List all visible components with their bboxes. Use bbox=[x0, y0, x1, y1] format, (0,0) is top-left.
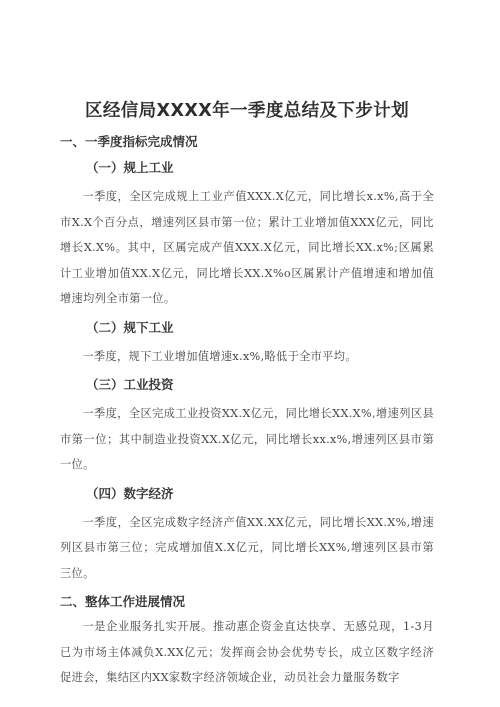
paragraph-industry: 一季度，全区完成规上工业产值XXX.X亿元，同比增长x.x%,高于全市X.X个百分点，增速列区县市第一位；累计工业增加值XXX亿元，同比增长X.X%。其中，区属完成产值XXX.X亿元，同比增长XX.x%;区属累计工业增加值XX.X亿元，同比增长XX.X%o区属累计产值增速和增加值增速均列全市第一位。 bbox=[60, 190, 434, 305]
paragraph-digital-economy: 一季度，全区完成数字经济产值XX.XX亿元，同比增长XX.X%,增速列区县市第三位；完成增加值X.X亿元，同比增长XX%,增速列区县市第三位。 bbox=[60, 515, 434, 580]
paragraph-progress: 一是企业服务扎实开展。推动惠企资金直达快享、无感兑现，1-3月已为市场主体减负X.XX亿元；发挥商会协会优势专长，成立区数字经济促进会，集结区内XX家数字经济领域企业，动员社会力量服务数字 bbox=[60, 620, 434, 684]
subsection-heading-digital-economy: （四）数字经济 bbox=[86, 485, 174, 501]
subsection-heading-industry: （一）规上工业 bbox=[86, 160, 174, 175]
section-heading-1: 一、一季度指标完成情况 bbox=[60, 134, 198, 149]
subsection-heading-small-industry: （二）规下工业 bbox=[86, 319, 174, 335]
subsection-heading-investment: （三）工业投资 bbox=[86, 377, 174, 392]
section-heading-2: 二、整体工作进展情况 bbox=[60, 594, 186, 609]
document-title: 区经信局XXXX年一季度总结及下步计划 bbox=[84, 101, 410, 121]
paragraph-small-industry: 一季度，规下工业增加值增速x.x%,略低于全市平均。 bbox=[82, 349, 357, 363]
paragraph-investment: 一季度，全区完成工业投资XX.X亿元，同比增长XX.X%,增速列区县市第一位；其中制造业投资XX.X亿元，同比增长xx.x%,增速列区县市第一位。 bbox=[60, 407, 434, 471]
